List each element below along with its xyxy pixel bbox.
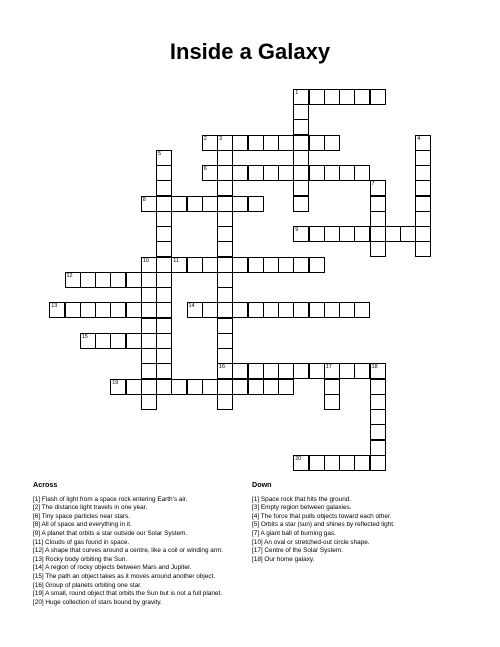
grid-cell[interactable] (278, 165, 294, 181)
clue-across-6: [6] Tiny space particles near stars. (33, 512, 130, 520)
grid-cell[interactable] (263, 165, 279, 181)
grid-cell[interactable] (370, 424, 386, 440)
grid-cell[interactable] (309, 165, 325, 181)
cell-number: 13 (51, 303, 58, 310)
grid-cell[interactable] (278, 135, 294, 151)
grid-cell[interactable] (156, 241, 172, 257)
cell-number: 15 (81, 333, 88, 340)
grid-cell[interactable] (187, 302, 203, 318)
grid-cell[interactable] (202, 257, 218, 273)
grid-cell[interactable] (156, 150, 172, 166)
grid-cell[interactable] (217, 226, 233, 242)
grid-cell[interactable] (248, 363, 264, 379)
grid-cell[interactable] (217, 150, 233, 166)
grid-cell[interactable] (65, 302, 81, 318)
grid-cell[interactable] (49, 302, 65, 318)
grid-cell[interactable] (110, 379, 126, 395)
grid-cell[interactable] (415, 150, 431, 166)
grid-cell[interactable] (370, 394, 386, 410)
clue-down-10: [10] An oval or stretched-out circle shape. (252, 538, 370, 546)
cell-number: 7 (371, 181, 375, 188)
grid-cell[interactable] (263, 379, 279, 395)
grid-cell[interactable] (309, 89, 325, 105)
grid-cell[interactable] (141, 394, 157, 410)
grid-cell[interactable] (217, 394, 233, 410)
grid-cell[interactable] (293, 226, 309, 242)
grid-cell[interactable] (202, 196, 218, 212)
grid-cell[interactable] (232, 302, 248, 318)
grid-cell[interactable] (339, 165, 355, 181)
grid-cell[interactable] (187, 379, 203, 395)
clue-across-15: [15] The path an object takes as it moves around another object. (33, 572, 216, 580)
grid-cell[interactable] (217, 196, 233, 212)
grid-cell[interactable] (156, 196, 172, 212)
grid-cell[interactable] (370, 363, 386, 379)
grid-cell[interactable] (141, 287, 157, 303)
cell-number: 8 (142, 196, 146, 203)
grid-cell[interactable] (156, 363, 172, 379)
grid-cell[interactable] (95, 333, 111, 349)
clue-across-9: [9] A planet that orbits a star outside our Solar System. (33, 529, 188, 537)
clue-across-8: [8] All of space and everything in it. (33, 521, 132, 529)
grid-cell[interactable] (370, 89, 386, 105)
grid-cell[interactable] (339, 455, 355, 471)
grid-cell[interactable] (156, 180, 172, 196)
grid-cell[interactable] (217, 135, 233, 151)
clue-across-14: [14] A region of rocky objects between Mars and Jupiter. (33, 564, 192, 572)
grid-cell[interactable] (217, 180, 233, 196)
grid-cell[interactable] (278, 379, 294, 395)
cell-number: 3 (219, 135, 223, 142)
cell-number: 20 (295, 455, 302, 462)
grid-cell[interactable] (309, 455, 325, 471)
grid-cell[interactable] (293, 104, 309, 120)
grid-cell[interactable] (309, 135, 325, 151)
clue-down-5: [5] Orbits a star (sun) and shines by reflected light. (252, 521, 395, 529)
grid-cell[interactable] (354, 455, 370, 471)
grid-cell[interactable] (293, 119, 309, 135)
grid-cell[interactable] (248, 379, 264, 395)
grid-cell[interactable] (171, 196, 187, 212)
grid-cell[interactable] (339, 302, 355, 318)
clue-across-13: [13] Rocky body orbiting the Sun. (33, 555, 128, 563)
down-clue-list (252, 496, 462, 565)
grid-cell[interactable] (156, 272, 172, 288)
grid-cell[interactable] (141, 302, 157, 318)
grid-cell[interactable] (141, 333, 157, 349)
grid-cell[interactable] (141, 257, 157, 273)
grid-cell[interactable] (354, 226, 370, 242)
grid-cell[interactable] (415, 226, 431, 242)
grid-cell[interactable] (354, 302, 370, 318)
grid-cell[interactable] (309, 226, 325, 242)
grid-cell[interactable] (217, 241, 233, 257)
grid-cell[interactable] (354, 165, 370, 181)
grid-cell[interactable] (370, 196, 386, 212)
grid-cell[interactable] (293, 363, 309, 379)
grid-cell[interactable] (248, 257, 264, 273)
grid-cell[interactable] (415, 165, 431, 181)
across-heading: Across (33, 480, 58, 489)
grid-cell[interactable] (202, 165, 218, 181)
grid-cell[interactable] (293, 89, 309, 105)
grid-cell[interactable] (248, 135, 264, 151)
grid-cell[interactable] (141, 318, 157, 334)
grid-cell[interactable] (370, 409, 386, 425)
grid-cell[interactable] (370, 455, 386, 471)
grid-cell[interactable] (293, 135, 309, 151)
cell-number: 4 (417, 135, 421, 142)
grid-cell[interactable] (232, 363, 248, 379)
grid-cell[interactable] (217, 287, 233, 303)
cell-number: 17 (325, 364, 332, 371)
grid-cell[interactable] (370, 379, 386, 395)
grid-cell[interactable] (156, 257, 172, 273)
grid-cell[interactable] (217, 272, 233, 288)
grid-cell[interactable] (370, 241, 386, 257)
grid-cell[interactable] (354, 89, 370, 105)
grid-cell[interactable] (263, 135, 279, 151)
grid-cell[interactable] (293, 196, 309, 212)
grid-cell[interactable] (80, 272, 96, 288)
grid-cell[interactable] (339, 226, 355, 242)
clue-down-3: [3] Empty region between galaxies. (252, 504, 352, 512)
grid-cell[interactable] (339, 363, 355, 379)
grid-cell[interactable] (217, 211, 233, 227)
clue-down-7: [7] A giant ball of burning gas. (252, 529, 336, 537)
grid-cell[interactable] (156, 226, 172, 242)
grid-cell[interactable] (232, 165, 248, 181)
grid-cell[interactable] (370, 440, 386, 456)
grid-cell[interactable] (354, 363, 370, 379)
puzzle-title: Inside a Galaxy (169, 39, 331, 64)
grid-cell[interactable] (156, 211, 172, 227)
grid-cell[interactable] (232, 379, 248, 395)
grid-cell[interactable] (415, 241, 431, 257)
grid-cell[interactable] (248, 302, 264, 318)
clue-across-1: [1] Flash of light from a space rock entering Earth's air. (33, 495, 188, 503)
grid-cell[interactable] (248, 165, 264, 181)
down-clues (252, 481, 462, 564)
down-heading: Down (252, 480, 272, 489)
clue-down-4: [4] The force that pulls objects toward each other. (252, 512, 392, 520)
grid-cell[interactable] (95, 272, 111, 288)
grid-cell[interactable] (415, 135, 431, 151)
grid-cell[interactable] (293, 150, 309, 166)
grid-cell[interactable] (278, 363, 294, 379)
clue-across-20: [20] Huge collection of stars bound by gravity. (33, 598, 162, 606)
grid-cell[interactable] (187, 196, 203, 212)
cell-number: 2 (203, 135, 207, 142)
grid-cell[interactable] (141, 363, 157, 379)
grid-cell[interactable] (156, 333, 172, 349)
grid-cell[interactable] (370, 211, 386, 227)
cell-number: 12 (66, 272, 73, 279)
cell-number: 1 (295, 89, 299, 96)
grid-cell[interactable] (293, 180, 309, 196)
grid-cell[interactable] (202, 379, 218, 395)
cell-number: 19 (112, 379, 119, 386)
cell-number: 18 (371, 364, 378, 371)
grid-cell[interactable] (141, 348, 157, 364)
cell-number: 10 (142, 257, 149, 264)
grid-cell[interactable] (263, 257, 279, 273)
grid-cell[interactable] (217, 379, 233, 395)
grid-cell[interactable] (171, 257, 187, 273)
grid-cell[interactable] (263, 302, 279, 318)
grid-cell[interactable] (324, 89, 340, 105)
grid-cell[interactable] (263, 363, 279, 379)
grid-cell[interactable] (339, 89, 355, 105)
grid-cell[interactable] (126, 379, 142, 395)
grid-cell[interactable] (126, 302, 142, 318)
grid-cell[interactable] (400, 226, 416, 242)
grid-cell[interactable] (324, 394, 340, 410)
grid-cell[interactable] (126, 272, 142, 288)
grid-cell[interactable] (156, 379, 172, 395)
clue-across-12: [12] A shape that curves around a centre, like a coil or winding arm. (33, 547, 224, 555)
grid-cell[interactable] (202, 135, 218, 151)
across-clue-list (33, 496, 243, 608)
grid-cell[interactable] (324, 226, 340, 242)
grid-cell[interactable] (309, 257, 325, 273)
grid-cell[interactable] (156, 318, 172, 334)
grid-cell[interactable] (232, 196, 248, 212)
clue-across-2: [2] The distance light travels in one year. (33, 504, 148, 512)
grid-cell[interactable] (217, 302, 233, 318)
across-clues (33, 481, 243, 607)
grid-cell[interactable] (415, 211, 431, 227)
grid-cell[interactable] (415, 196, 431, 212)
grid-cell[interactable] (324, 455, 340, 471)
clue-down-1: [1] Space rock that hits the ground. (252, 495, 352, 503)
grid-cell[interactable] (80, 333, 96, 349)
clue-across-19: [19] A small, round object that orbits the Sun but is not a full planet. (33, 590, 222, 598)
cell-number: 6 (203, 166, 207, 172)
cell-number: 5 (158, 150, 162, 157)
grid-cell[interactable] (110, 333, 126, 349)
grid-cell[interactable] (324, 363, 340, 379)
grid-cell[interactable] (156, 348, 172, 364)
grid-cell[interactable] (171, 379, 187, 395)
grid-cell[interactable] (65, 272, 81, 288)
grid-cell[interactable] (187, 257, 203, 273)
grid-cell[interactable] (110, 272, 126, 288)
grid-cell[interactable] (278, 302, 294, 318)
grid-cell[interactable] (95, 302, 111, 318)
cell-number: 14 (188, 303, 195, 310)
cell-number: 16 (219, 364, 226, 371)
grid-cell[interactable] (202, 302, 218, 318)
grid-cell[interactable] (324, 165, 340, 181)
grid-cell[interactable] (232, 135, 248, 151)
grid-cell[interactable] (385, 226, 401, 242)
grid-cell[interactable] (248, 196, 264, 212)
grid-cell[interactable] (293, 455, 309, 471)
grid-cell[interactable] (293, 302, 309, 318)
grid-cell[interactable] (217, 318, 233, 334)
grid-cell[interactable] (293, 257, 309, 273)
grid-cell[interactable] (370, 226, 386, 242)
grid-cell[interactable] (309, 363, 325, 379)
grid-cell[interactable] (126, 333, 142, 349)
grid-cell[interactable] (309, 302, 325, 318)
grid-cell[interactable] (217, 363, 233, 379)
clue-across-16: [16] Group of planets orbiting one star. (33, 581, 142, 589)
grid-cell[interactable] (156, 165, 172, 181)
grid-cell[interactable] (324, 302, 340, 318)
grid-cell[interactable] (141, 272, 157, 288)
clue-down-17: [17] Centre of the Solar System. (252, 547, 343, 555)
grid-cell[interactable] (141, 379, 157, 395)
grid-cell[interactable] (217, 348, 233, 364)
grid-cell[interactable] (217, 165, 233, 181)
cell-number: 11 (173, 257, 179, 264)
clue-down-18: [18] Our home galaxy. (252, 555, 315, 563)
cell-number: 9 (295, 227, 299, 233)
grid-cell[interactable] (110, 302, 126, 318)
grid-cell[interactable] (141, 196, 157, 212)
grid-cell[interactable] (80, 302, 96, 318)
grid-cell[interactable] (156, 287, 172, 303)
grid-cell[interactable] (217, 257, 233, 273)
grid-cell[interactable] (217, 333, 233, 349)
grid-cell[interactable] (370, 180, 386, 196)
grid-cell[interactable] (293, 165, 309, 181)
grid-cell[interactable] (278, 257, 294, 273)
grid-cell[interactable] (324, 135, 340, 151)
grid-cell[interactable] (156, 302, 172, 318)
grid-cell[interactable] (415, 180, 431, 196)
grid-cell[interactable] (232, 257, 248, 273)
clue-across-11: [11] Clouds of gas found in space. (33, 538, 130, 546)
grid-cell[interactable] (324, 379, 340, 395)
